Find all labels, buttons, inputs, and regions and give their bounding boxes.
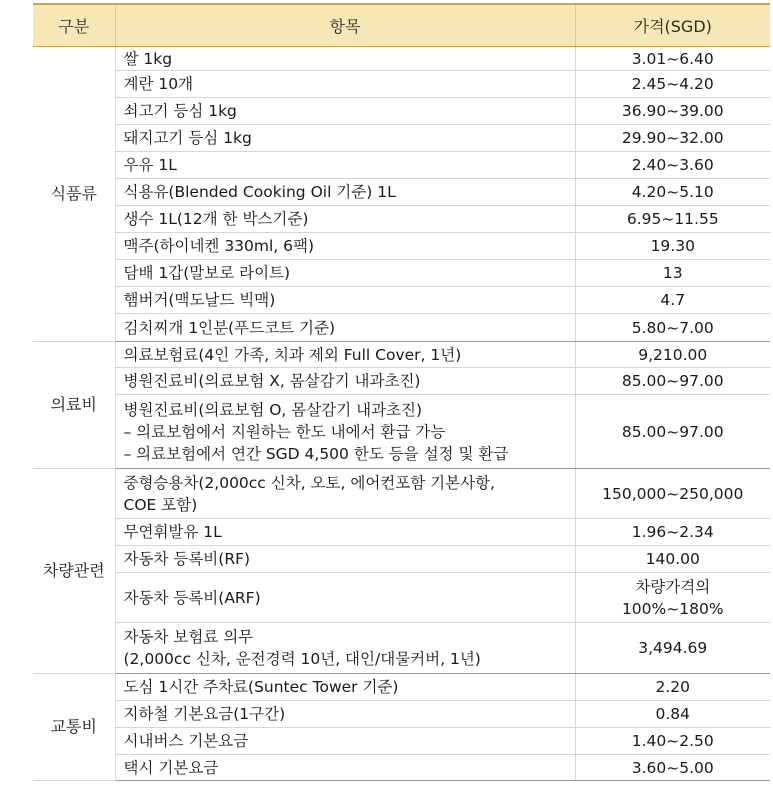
table-row: [33, 342, 770, 368]
item-cell: [115, 395, 575, 469]
item-text: 중형승용차(2,000cc 신차, 오토, 에어컨포함 기본사항,: [123, 473, 495, 492]
table-row: [33, 519, 770, 546]
price-text: 85.00~97.00: [621, 372, 724, 390]
item-text: 김치찌개 1인분(푸드코트 기준): [123, 318, 335, 337]
price-cell: [575, 47, 770, 71]
item-text: COE 포함): [123, 495, 198, 514]
item-text: 도심 1시간 주차료(Suntec Tower 기준): [123, 678, 399, 696]
item-text: 무연휘발유 1L: [123, 523, 222, 541]
table-row: [33, 233, 770, 260]
price-text: 6.95~11.55: [626, 210, 719, 228]
table-body: [33, 47, 770, 781]
item-text: – 의료보험에서 지원하는 한도 내에서 환급 가능: [123, 422, 446, 441]
price-cell: [575, 701, 770, 728]
price-cell: [575, 728, 770, 755]
table-row: [33, 98, 770, 125]
price-text: 85.00~97.00: [621, 422, 724, 441]
table-row: [33, 71, 770, 98]
price-text: 5.80~7.00: [631, 318, 714, 337]
price-cell: [575, 287, 770, 314]
category-cell: 차량관련: [33, 469, 115, 674]
item-text: 맥주(하이네켄 330ml, 6팩): [123, 237, 315, 255]
item-cell: [115, 728, 575, 755]
price-text: 4.20~5.10: [631, 183, 714, 201]
item-cell: [115, 623, 575, 674]
price-text: 2.20: [655, 678, 690, 696]
item-cell: [115, 260, 575, 287]
table-row: [33, 206, 770, 233]
item-cell: [115, 674, 575, 701]
table-row: [33, 623, 770, 674]
table-row: [33, 152, 770, 179]
price-cell: [575, 519, 770, 546]
price-text: 3,494.69: [638, 639, 708, 657]
price-cell: [575, 469, 770, 519]
item-text: 자동차 보험료 의무: [123, 628, 254, 646]
item-cell: [115, 342, 575, 368]
item-text: – 의료보험에서 연간 SGD 4,500 한도 등을 설정 및 환급: [123, 444, 509, 463]
price-text: 3.01~6.40: [631, 49, 714, 68]
price-cell: [575, 314, 770, 342]
item-text: 자동차 등록비(RF): [123, 550, 251, 568]
price-text: 19.30: [650, 237, 695, 255]
table-row: [33, 755, 770, 781]
price-text: 9,210.00: [638, 345, 708, 364]
header-price: 가격(SGD): [575, 4, 770, 47]
item-text: 병원진료비(의료보험 X, 몸살감기 내과초진): [123, 372, 421, 390]
item-text: 병원진료비(의료보험 O, 몸살감기 내과초진): [123, 400, 423, 419]
price-cell: [575, 233, 770, 260]
price-text: 0.84: [655, 705, 690, 723]
table-row: [33, 546, 770, 573]
price-cell: [575, 623, 770, 674]
table-row: [33, 368, 770, 395]
item-text: 계란 10개: [123, 75, 194, 93]
item-text: 생수 1L(12개 한 박스기준): [123, 210, 309, 228]
price-text: 차량가격의: [635, 577, 711, 596]
item-cell: [115, 71, 575, 98]
price-cell: [575, 152, 770, 179]
table-row: [33, 728, 770, 755]
category-cell: 식품류: [33, 47, 115, 342]
table-row: [33, 287, 770, 314]
item-text: 식용유(Blended Cooking Oil 기준) 1L: [123, 183, 396, 201]
price-cell: [575, 395, 770, 469]
header-item: 항목: [115, 4, 575, 47]
price-text: 4.7: [660, 291, 686, 309]
price-table-container: [33, 3, 770, 781]
header-row: [33, 4, 770, 47]
item-cell: [115, 233, 575, 260]
table-row: [33, 260, 770, 287]
price-cell: [575, 755, 770, 781]
item-cell: [115, 47, 575, 71]
table-row: [33, 125, 770, 152]
price-cell: [575, 573, 770, 623]
table-row: [33, 395, 770, 469]
price-text: 150,000~250,000: [602, 484, 744, 503]
price-cell: [575, 179, 770, 206]
price-cell: [575, 674, 770, 701]
price-text: 29.90~32.00: [621, 129, 724, 147]
item-text: (2,000cc 신차, 운전경력 10년, 대인/대물커버, 1년): [123, 650, 481, 668]
price-text: 3.60~5.00: [631, 758, 714, 777]
table-row: [33, 179, 770, 206]
price-text: 1.40~2.50: [631, 732, 714, 750]
table-row: [33, 573, 770, 623]
item-cell: [115, 573, 575, 623]
item-text: 의료보험료(4인 가족, 치과 제외 Full Cover, 1년): [123, 345, 462, 364]
category-cell: 의료비: [33, 342, 115, 469]
item-text: 돼지고기 등심 1kg: [123, 129, 252, 147]
item-text: 시내버스 기본요금: [123, 732, 249, 750]
item-cell: [115, 368, 575, 395]
table-row: [33, 47, 770, 71]
category-cell: 교통비: [33, 674, 115, 781]
price-text: 2.40~3.60: [631, 156, 714, 174]
item-text: 쌀 1kg: [123, 49, 173, 68]
header-category: 구분: [33, 4, 115, 47]
price-table: [33, 3, 770, 781]
item-cell: [115, 98, 575, 125]
item-cell: [115, 206, 575, 233]
item-text: 지하철 기본요금(1구간): [123, 705, 286, 723]
price-text: 2.45~4.20: [631, 75, 714, 93]
price-cell: [575, 368, 770, 395]
item-text: 택시 기본요금: [123, 758, 219, 777]
item-cell: [115, 546, 575, 573]
item-text: 쇠고기 등심 1kg: [123, 102, 237, 120]
price-cell: [575, 71, 770, 98]
item-cell: [115, 287, 575, 314]
table-row: [33, 701, 770, 728]
item-cell: [115, 179, 575, 206]
item-cell: [115, 125, 575, 152]
price-text: 140.00: [645, 550, 700, 568]
item-text: 자동차 등록비(ARF): [123, 588, 261, 607]
price-cell: [575, 342, 770, 368]
table-row: [33, 314, 770, 342]
item-text: 우유 1L: [123, 156, 177, 174]
price-cell: [575, 98, 770, 125]
price-cell: [575, 206, 770, 233]
table-row: [33, 674, 770, 701]
item-cell: [115, 469, 575, 519]
table-row: [33, 469, 770, 519]
price-cell: [575, 546, 770, 573]
price-text: 13: [662, 264, 683, 282]
price-text: 36.90~39.00: [621, 102, 724, 120]
item-text: 햄버거(맥도날드 빅맥): [123, 291, 276, 309]
item-cell: [115, 519, 575, 546]
price-text: 100%~180%: [621, 599, 724, 618]
price-cell: [575, 125, 770, 152]
item-cell: [115, 152, 575, 179]
item-cell: [115, 701, 575, 728]
price-text: 1.96~2.34: [631, 523, 714, 541]
item-text: 담배 1갑(말보로 라이트): [123, 264, 291, 282]
item-cell: [115, 314, 575, 342]
price-cell: [575, 260, 770, 287]
item-cell: [115, 755, 575, 781]
